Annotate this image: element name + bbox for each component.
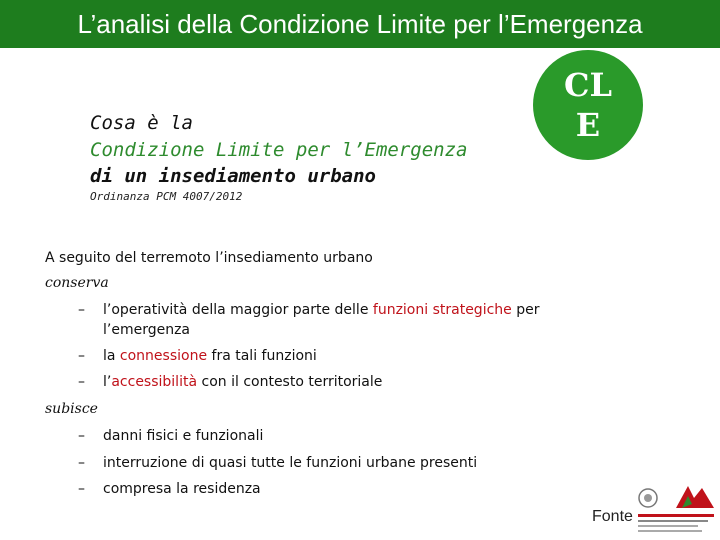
badge-line-2: E — [575, 106, 601, 144]
badge-line-1: CL — [564, 66, 612, 104]
bullet-dash: – — [78, 374, 85, 390]
bullet-dash: – — [78, 348, 85, 364]
intro-line-1: Cosa è la — [90, 112, 193, 134]
conserva-item-2: la connessione fra tali funzioni — [103, 348, 317, 364]
bullet-dash: – — [78, 428, 85, 444]
intro-line-3: di un insediamento urbano — [90, 165, 376, 187]
conserva-item-1: l’operatività della maggior parte delle funzioni strategiche per — [103, 302, 540, 318]
conserva-item-1-continued: l’emergenza — [103, 322, 191, 338]
highlight-accessibilita: accessibilità — [111, 374, 198, 390]
subisce-label: subisce — [45, 401, 98, 417]
subisce-item-2: interruzione di quasi tutte le funzioni urbane presenti — [103, 455, 478, 471]
conserva-item-3: l’accessibilità con il contesto territoriale — [103, 374, 383, 390]
source-link[interactable]: Fonte — [592, 508, 633, 525]
intro-line-2: Condizione Limite per l’Emergenza — [90, 139, 468, 161]
conserva-label: conserva — [45, 275, 109, 291]
subisce-item-3: compresa la residenza — [103, 481, 261, 497]
protezione-civile-logo-icon — [636, 478, 716, 538]
ordinance-reference: Ordinanza PCM 4007/2012 — [90, 190, 243, 203]
highlight-funzioni-strategiche: funzioni strategiche — [372, 302, 512, 318]
bullet-dash: – — [78, 481, 85, 497]
page-title: L’analisi della Condizione Limite per l’Emergenza — [77, 9, 643, 39]
subisce-item-1: danni fisici e funzionali — [103, 428, 264, 444]
cle-badge — [533, 50, 643, 160]
bullet-dash: – — [78, 455, 85, 471]
bullet-dash: – — [78, 302, 85, 318]
highlight-connessione: connessione — [119, 348, 208, 364]
lead-sentence: A seguito del terremoto l’insediamento urbano — [45, 250, 373, 266]
